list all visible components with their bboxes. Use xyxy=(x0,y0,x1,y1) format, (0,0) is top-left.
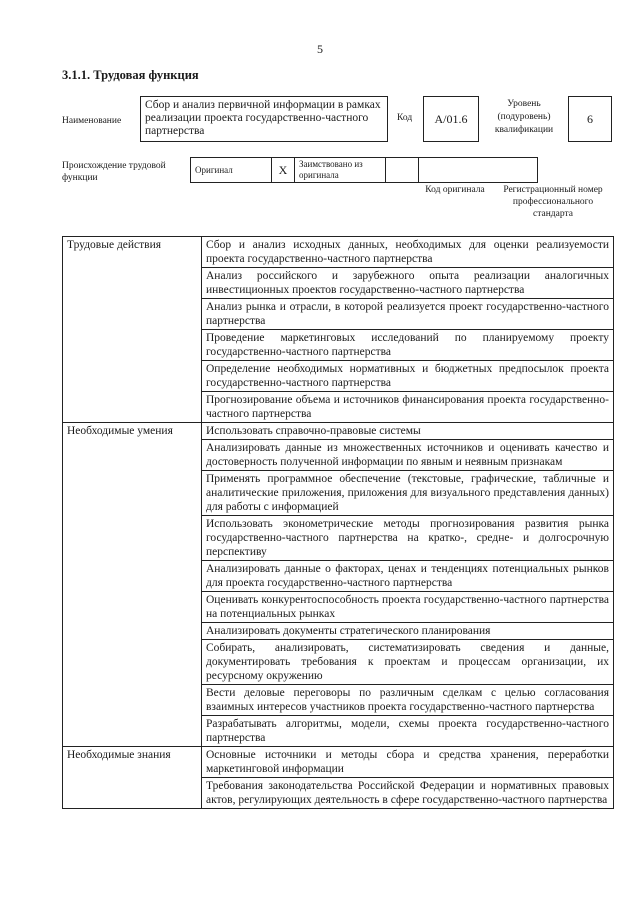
item-cell: Определение необходимых нормативных и бюджетных предпосылок проекта государственно-частного партнерства xyxy=(202,361,614,392)
item-cell: Использовать справочно-правовые системы xyxy=(202,423,614,440)
table-row xyxy=(63,747,614,778)
item-cell: Основные источники и методы сбора и средства хранения, переработки маркетинговой информации xyxy=(202,747,614,778)
item-cell: Вести деловые переговоры по различным сделкам с целью согласования взаимных интересов участников проекта государственно-частного партнерства xyxy=(202,685,614,716)
reg-caption: Регистрационный номер профессионального стандарта xyxy=(503,185,603,219)
function-name-box: Сбор и анализ первичной информации в рамках реализации проекта государственно-частного партнерства xyxy=(140,96,388,142)
table-row xyxy=(63,423,614,440)
code-label: Код xyxy=(397,113,413,123)
origin-code-cell xyxy=(386,158,419,183)
item-cell: Прогнозирование объема и источников финансирования проекта государственно-частного партнерства xyxy=(202,392,614,423)
section-title: 3.1.1. Трудовая функция xyxy=(62,68,199,82)
section-title-cell: Необходимые знания xyxy=(63,747,202,809)
item-cell: Анализировать данные из множественных источников и оценивать качество и достоверность полученной информации по явным и неявным признакам xyxy=(202,440,614,471)
competency-table xyxy=(62,236,614,809)
item-cell: Сбор и анализ исходных данных, необходимых для оценки реализуемости проекта государственно-частного партнерства xyxy=(202,237,614,268)
item-cell: Проведение маркетинговых исследований по планируемому проекту государственно-частного партнерства xyxy=(202,330,614,361)
item-cell: Разрабатывать алгоритмы, модели, схемы проекта государственно-частного партнерства xyxy=(202,716,614,747)
item-cell: Использовать эконометрические методы прогнозирования развития рынка государственно-частного партнерства на кратко-, средне- и долгосрочную перспективу xyxy=(202,516,614,561)
origin-mark: X xyxy=(272,158,295,183)
origin-reg-cell xyxy=(419,158,538,183)
level-value-box: 6 xyxy=(568,96,612,142)
name-label: Наименование xyxy=(62,116,122,126)
item-cell: Анализ российского и зарубежного опыта реализации аналогичных инвестиционных проектов государственно-частного партнерства xyxy=(202,268,614,299)
page-number: 5 xyxy=(317,42,323,56)
item-cell: Собирать, анализировать, систематизировать сведения и данные, документировать требования к проектам и процессам организации, их ресурсному окружению xyxy=(202,640,614,685)
item-cell: Анализировать документы стратегического планирования xyxy=(202,623,614,640)
item-cell: Применять программное обеспечение (текстовые, графические, табличные и аналитические приложения, приложения для визуального представления данных) для работы с информацией xyxy=(202,471,614,516)
item-cell: Анализ рынка и отрасли, в которой реализуется проект государственно-частного партнерства xyxy=(202,299,614,330)
level-label: Уровень (подуровень) квалификации xyxy=(494,99,554,135)
section-title-cell: Необходимые умения xyxy=(63,423,202,747)
section-title-cell: Трудовые действия xyxy=(63,237,202,423)
origin-original: Оригинал xyxy=(191,158,272,183)
origin-borrowed: Заимствовано из оригинала xyxy=(295,158,386,183)
origin-table xyxy=(190,157,538,183)
origin-label: Происхождение трудовой функции xyxy=(62,161,166,183)
item-cell: Оценивать конкурентоспособность проекта государственно-частного партнерства на потенциальных рынках xyxy=(202,592,614,623)
table-row xyxy=(63,237,614,268)
code-value-box: A/01.6 xyxy=(423,96,479,142)
item-cell: Требования законодательства Российской Федерации и нормативных правовых актов, регулирующих деятельность в сфере государственно-частного партнерства xyxy=(202,778,614,809)
code-caption: Код оригинала xyxy=(425,185,485,195)
item-cell: Анализировать данные о факторах, ценах и тенденциях потенциальных рынков для проекта государственно-частного партнерства xyxy=(202,561,614,592)
